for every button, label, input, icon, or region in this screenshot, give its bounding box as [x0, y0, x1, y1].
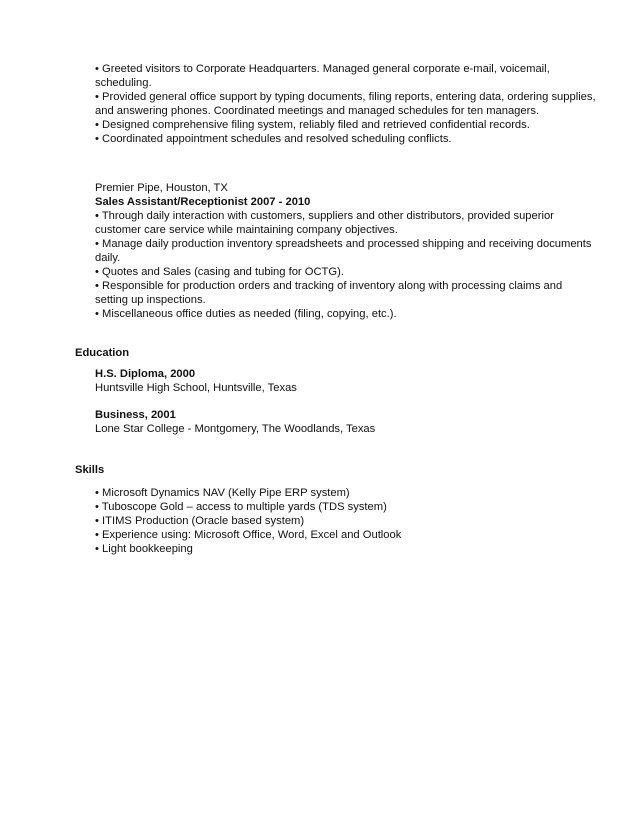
job-bullet-line: • Coordinated appointment schedules and resolved scheduling conflicts. [95, 133, 452, 145]
skills-list [95, 486, 575, 556]
job-bullet-line: • Responsible for production orders and tracking of inventory along with processing claims and [95, 280, 563, 292]
education-entry [95, 408, 575, 436]
education-entry [95, 367, 575, 395]
skill-item: • Tuboscope Gold – access to multiple yards (TDS system) [95, 501, 387, 513]
education-heading: Education [75, 347, 130, 359]
job-entry-premier-pipe [95, 181, 592, 321]
education-degree: Business, 2001 [95, 409, 176, 421]
job-bullet-line: scheduling. [95, 77, 152, 89]
education-school: Huntsville High School, Huntsville, Texas [95, 382, 297, 394]
job-bullet-line: and answering phones. Coordinated meetings and managed schedules for ten managers. [95, 105, 540, 117]
skill-item: • Experience using: Microsoft Office, Word, Excel and Outlook [95, 529, 402, 541]
skill-item: • Microsoft Dynamics NAV (Kelly Pipe ERP system) [95, 487, 350, 499]
job-bullet-line: customer care service while maintaining company objectives. [95, 224, 398, 236]
job-bullet-line: setting up inspections. [95, 294, 206, 306]
job-bullet-line: • Designed comprehensive filing system, reliably filed and retrieved confidential records. [95, 119, 530, 131]
education-degree: H.S. Diploma, 2000 [95, 368, 196, 380]
skill-item: • Light bookkeeping [95, 543, 193, 555]
previous-job-section [95, 62, 596, 146]
skills-heading: Skills [75, 464, 105, 476]
job-bullet-line: • Through daily interaction with customers, suppliers and other distributors, provided superior [95, 210, 554, 222]
skill-item: • ITIMS Production (Oracle based system) [95, 515, 305, 527]
job-bullet-line: • Provided general office support by typing documents, filing reports, entering data, ordering supplies, [95, 91, 596, 103]
job-bullet-line: daily. [95, 252, 121, 264]
job-title: Sales Assistant/Receptionist 2007 - 2010 [95, 196, 311, 208]
job-bullet-line: • Manage daily production inventory spreadsheets and processed shipping and receiving documents [95, 238, 592, 250]
job-bullet-line: • Quotes and Sales (casing and tubing for OCTG). [95, 266, 344, 278]
job-bullet-line: • Greeted visitors to Corporate Headquarters. Managed general corporate e-mail, voicemail, [95, 63, 550, 75]
job-bullet-line: • Miscellaneous office duties as needed (filing, copying, etc.). [95, 308, 397, 320]
job-employer: Premier Pipe, Houston, TX [95, 182, 228, 194]
education-school: Lone Star College - Montgomery, The Woodlands, Texas [95, 423, 376, 435]
